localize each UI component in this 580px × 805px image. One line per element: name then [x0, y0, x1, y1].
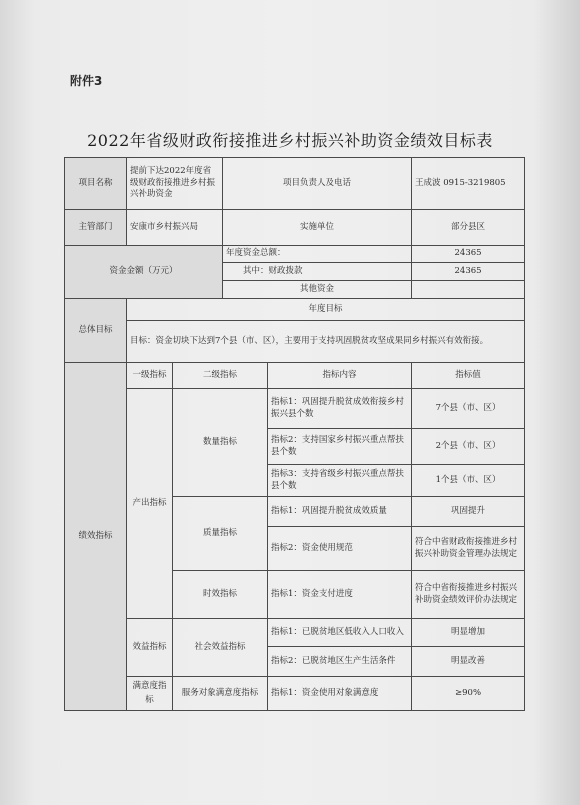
col-level2-header: 二级指标 [173, 363, 268, 389]
impl-unit-value: 部分县区 [412, 210, 525, 246]
timeliness-indicators-label: 时效指标 [173, 571, 268, 619]
indicator-value: 1个县（市、区） [412, 465, 525, 497]
indicator-value: ≥90% [412, 677, 525, 711]
year-target-label: 年度目标 [127, 299, 525, 321]
indicator-content: 指标3：支持省级乡村振兴重点帮扶县个数 [268, 465, 412, 497]
funds-other-label: 其他资金 [223, 281, 412, 299]
funds-fiscal-value: 24365 [412, 263, 525, 281]
dept-label: 主管部门 [65, 210, 127, 246]
funds-label: 资金金额（万元） [65, 246, 223, 299]
indicator-value: 明显增加 [412, 619, 525, 647]
indicator-content: 指标1：资金支付进度 [268, 571, 412, 619]
indicator-value: 符合中省财政衔接推进乡村振兴补助资金管理办法规定 [412, 527, 525, 571]
satisfaction-indicators-label: 满意度指标 [127, 677, 173, 711]
indicator-content: 指标2：已脱贫地区生产生活条件 [268, 647, 412, 677]
col-value-header: 指标值 [412, 363, 525, 389]
indicator-content: 指标1：巩固提升脱贫成效衔接乡村振兴县个数 [268, 389, 412, 429]
indicator-content: 指标1：已脱贫地区低收入人口收入 [268, 619, 412, 647]
indicator-content: 指标2：资金使用规范 [268, 527, 412, 571]
indicator-content: 指标1：巩固提升脱贫成效质量 [268, 497, 412, 527]
indicator-content: 指标2：支持国家乡村振兴重点帮扶县个数 [268, 429, 412, 465]
indicator-content: 指标1：资金使用对象满意度 [268, 677, 412, 711]
attachment-label: 附件3 [70, 74, 103, 88]
dept-value: 安康市乡村振兴局 [127, 210, 223, 246]
indicator-value: 符合中省衔接推进乡村振兴补助资金绩效评价办法规定 [412, 571, 525, 619]
project-leader-label: 项目负责人及电话 [223, 158, 412, 210]
perf-indicators-label: 绩效指标 [65, 363, 127, 711]
quantity-indicators-label: 数量指标 [173, 389, 268, 497]
performance-target-table [64, 157, 525, 711]
output-indicators-label: 产出指标 [127, 389, 173, 619]
quality-indicators-label: 质量指标 [173, 497, 268, 571]
year-target-text: 目标：资金切块下达到7个县（市、区），主要用于支持巩固脱贫攻坚成果同乡村振兴有效衔接。 [127, 321, 525, 363]
col-content-header: 指标内容 [268, 363, 412, 389]
col-level1-header: 一级指标 [127, 363, 173, 389]
impl-unit-label: 实施单位 [223, 210, 412, 246]
project-name-label: 项目名称 [65, 158, 127, 210]
funds-fiscal-label: 其中：财政拨款 [223, 263, 412, 281]
funds-other-value [412, 281, 525, 299]
benefit-indicators-label: 效益指标 [127, 619, 173, 677]
indicator-value: 2个县（市、区） [412, 429, 525, 465]
funds-total-value: 24365 [412, 246, 525, 263]
document-title: 2022年省级财政衔接推进乡村振兴补助资金绩效目标表 [87, 131, 493, 150]
indicator-value: 7个县（市、区） [412, 389, 525, 429]
funds-total-label: 年度资金总额： [223, 246, 412, 263]
project-leader-value: 王成波 0915-3219805 [412, 158, 525, 210]
social-benefit-label: 社会效益指标 [173, 619, 268, 677]
overall-target-label: 总体目标 [65, 299, 127, 363]
indicator-value: 明显改善 [412, 647, 525, 677]
service-satisfaction-label: 服务对象满意度指标 [173, 677, 268, 711]
project-name-value: 提前下达2022年度省级财政衔接推进乡村振兴补助资金 [127, 158, 223, 210]
indicator-value: 巩固提升 [412, 497, 525, 527]
